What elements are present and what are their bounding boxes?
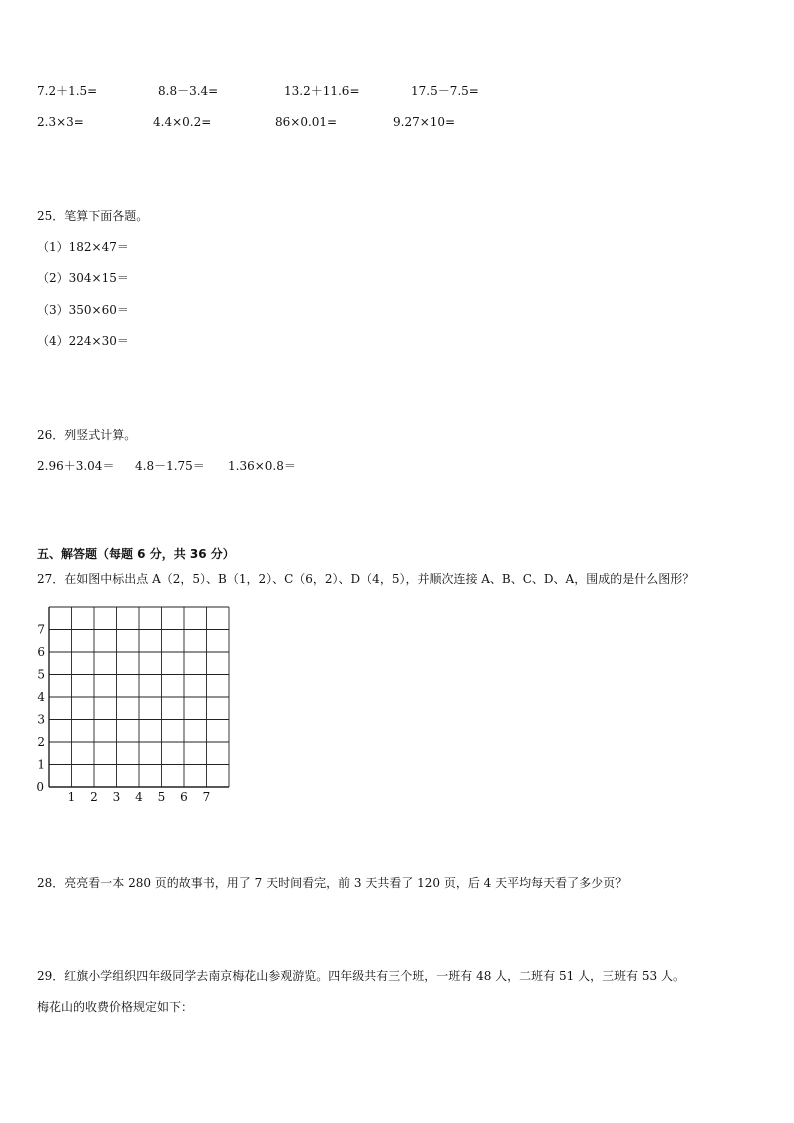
q26-title: 26．列竖式计算。 bbox=[37, 428, 137, 442]
q24-r2-item3: 86×0.01= bbox=[275, 115, 338, 129]
y-tick-label: 5 bbox=[37, 667, 45, 682]
q26-item-1: 2.96＋3.04＝ bbox=[37, 459, 115, 473]
q25-item-1: （1）182×47＝ bbox=[37, 240, 129, 254]
x-tick-label: 1 bbox=[67, 790, 76, 804]
x-tick-label: 7 bbox=[202, 790, 211, 804]
x-tick-label: 2 bbox=[90, 790, 98, 804]
y-tick-label: 1 bbox=[37, 757, 45, 772]
q26-item-3: 1.36×0.8＝ bbox=[228, 459, 296, 473]
q29-line1: 29．红旗小学组织四年级同学去南京梅花山参观游览。四年级共有三个班，一班有 48 人，二班有 51 人，三班有 53 人。 bbox=[37, 969, 685, 983]
q25-item-4: （4）224×30＝ bbox=[37, 334, 129, 348]
x-tick-label: 3 bbox=[112, 790, 121, 804]
q24-r1-item1: 7.2＋1.5= bbox=[37, 84, 98, 98]
q25-item-2: （2）304×15＝ bbox=[37, 271, 129, 285]
q24-r1-item2: 8.8－3.4= bbox=[158, 84, 219, 98]
q26-item-2: 4.8－1.75＝ bbox=[135, 459, 205, 473]
y-tick-label: 7 bbox=[37, 622, 45, 637]
q24-r2-item4: 9.27×10= bbox=[393, 115, 456, 129]
x-tick-label: 5 bbox=[157, 790, 166, 804]
y-tick-label: 3 bbox=[37, 712, 45, 727]
y-tick-label: 2 bbox=[37, 735, 45, 749]
q24-r2-item2: 4.4×0.2= bbox=[153, 115, 212, 129]
q27-text: 27．在如图中标出点 A（2，5）、B（1，2）、C（6，2）、D（4，5），并顺次连接 A、B、C、D、A，围成的是什么图形？ bbox=[37, 572, 695, 586]
q24-r1-item3: 13.2＋11.6= bbox=[284, 84, 360, 98]
y-tick-label: 4 bbox=[37, 690, 45, 704]
origin-label: 0 bbox=[36, 780, 44, 794]
x-tick-label: 4 bbox=[135, 790, 143, 804]
q29-line2: 梅花山的收费价格规定如下： bbox=[37, 1000, 194, 1014]
x-tick-label: 6 bbox=[180, 790, 188, 804]
q24-r1-item4: 17.5－7.5= bbox=[411, 84, 479, 98]
q24-r2-item1: 2.3×3= bbox=[37, 115, 84, 129]
y-tick-label: 6 bbox=[37, 645, 45, 659]
q28-text: 28．亮亮看一本 280 页的故事书，用了 7 天时间看完，前 3 天共看了 120 页，后 4 天平均每天看了多少页？ bbox=[37, 876, 628, 890]
q25-item-3: （3）350×60＝ bbox=[37, 303, 129, 317]
section5-title: 五、解答题（每题 6 分，共 36 分） bbox=[37, 547, 235, 561]
q25-title: 25．笔算下面各题。 bbox=[37, 209, 149, 223]
coordinate-grid bbox=[33, 605, 243, 805]
